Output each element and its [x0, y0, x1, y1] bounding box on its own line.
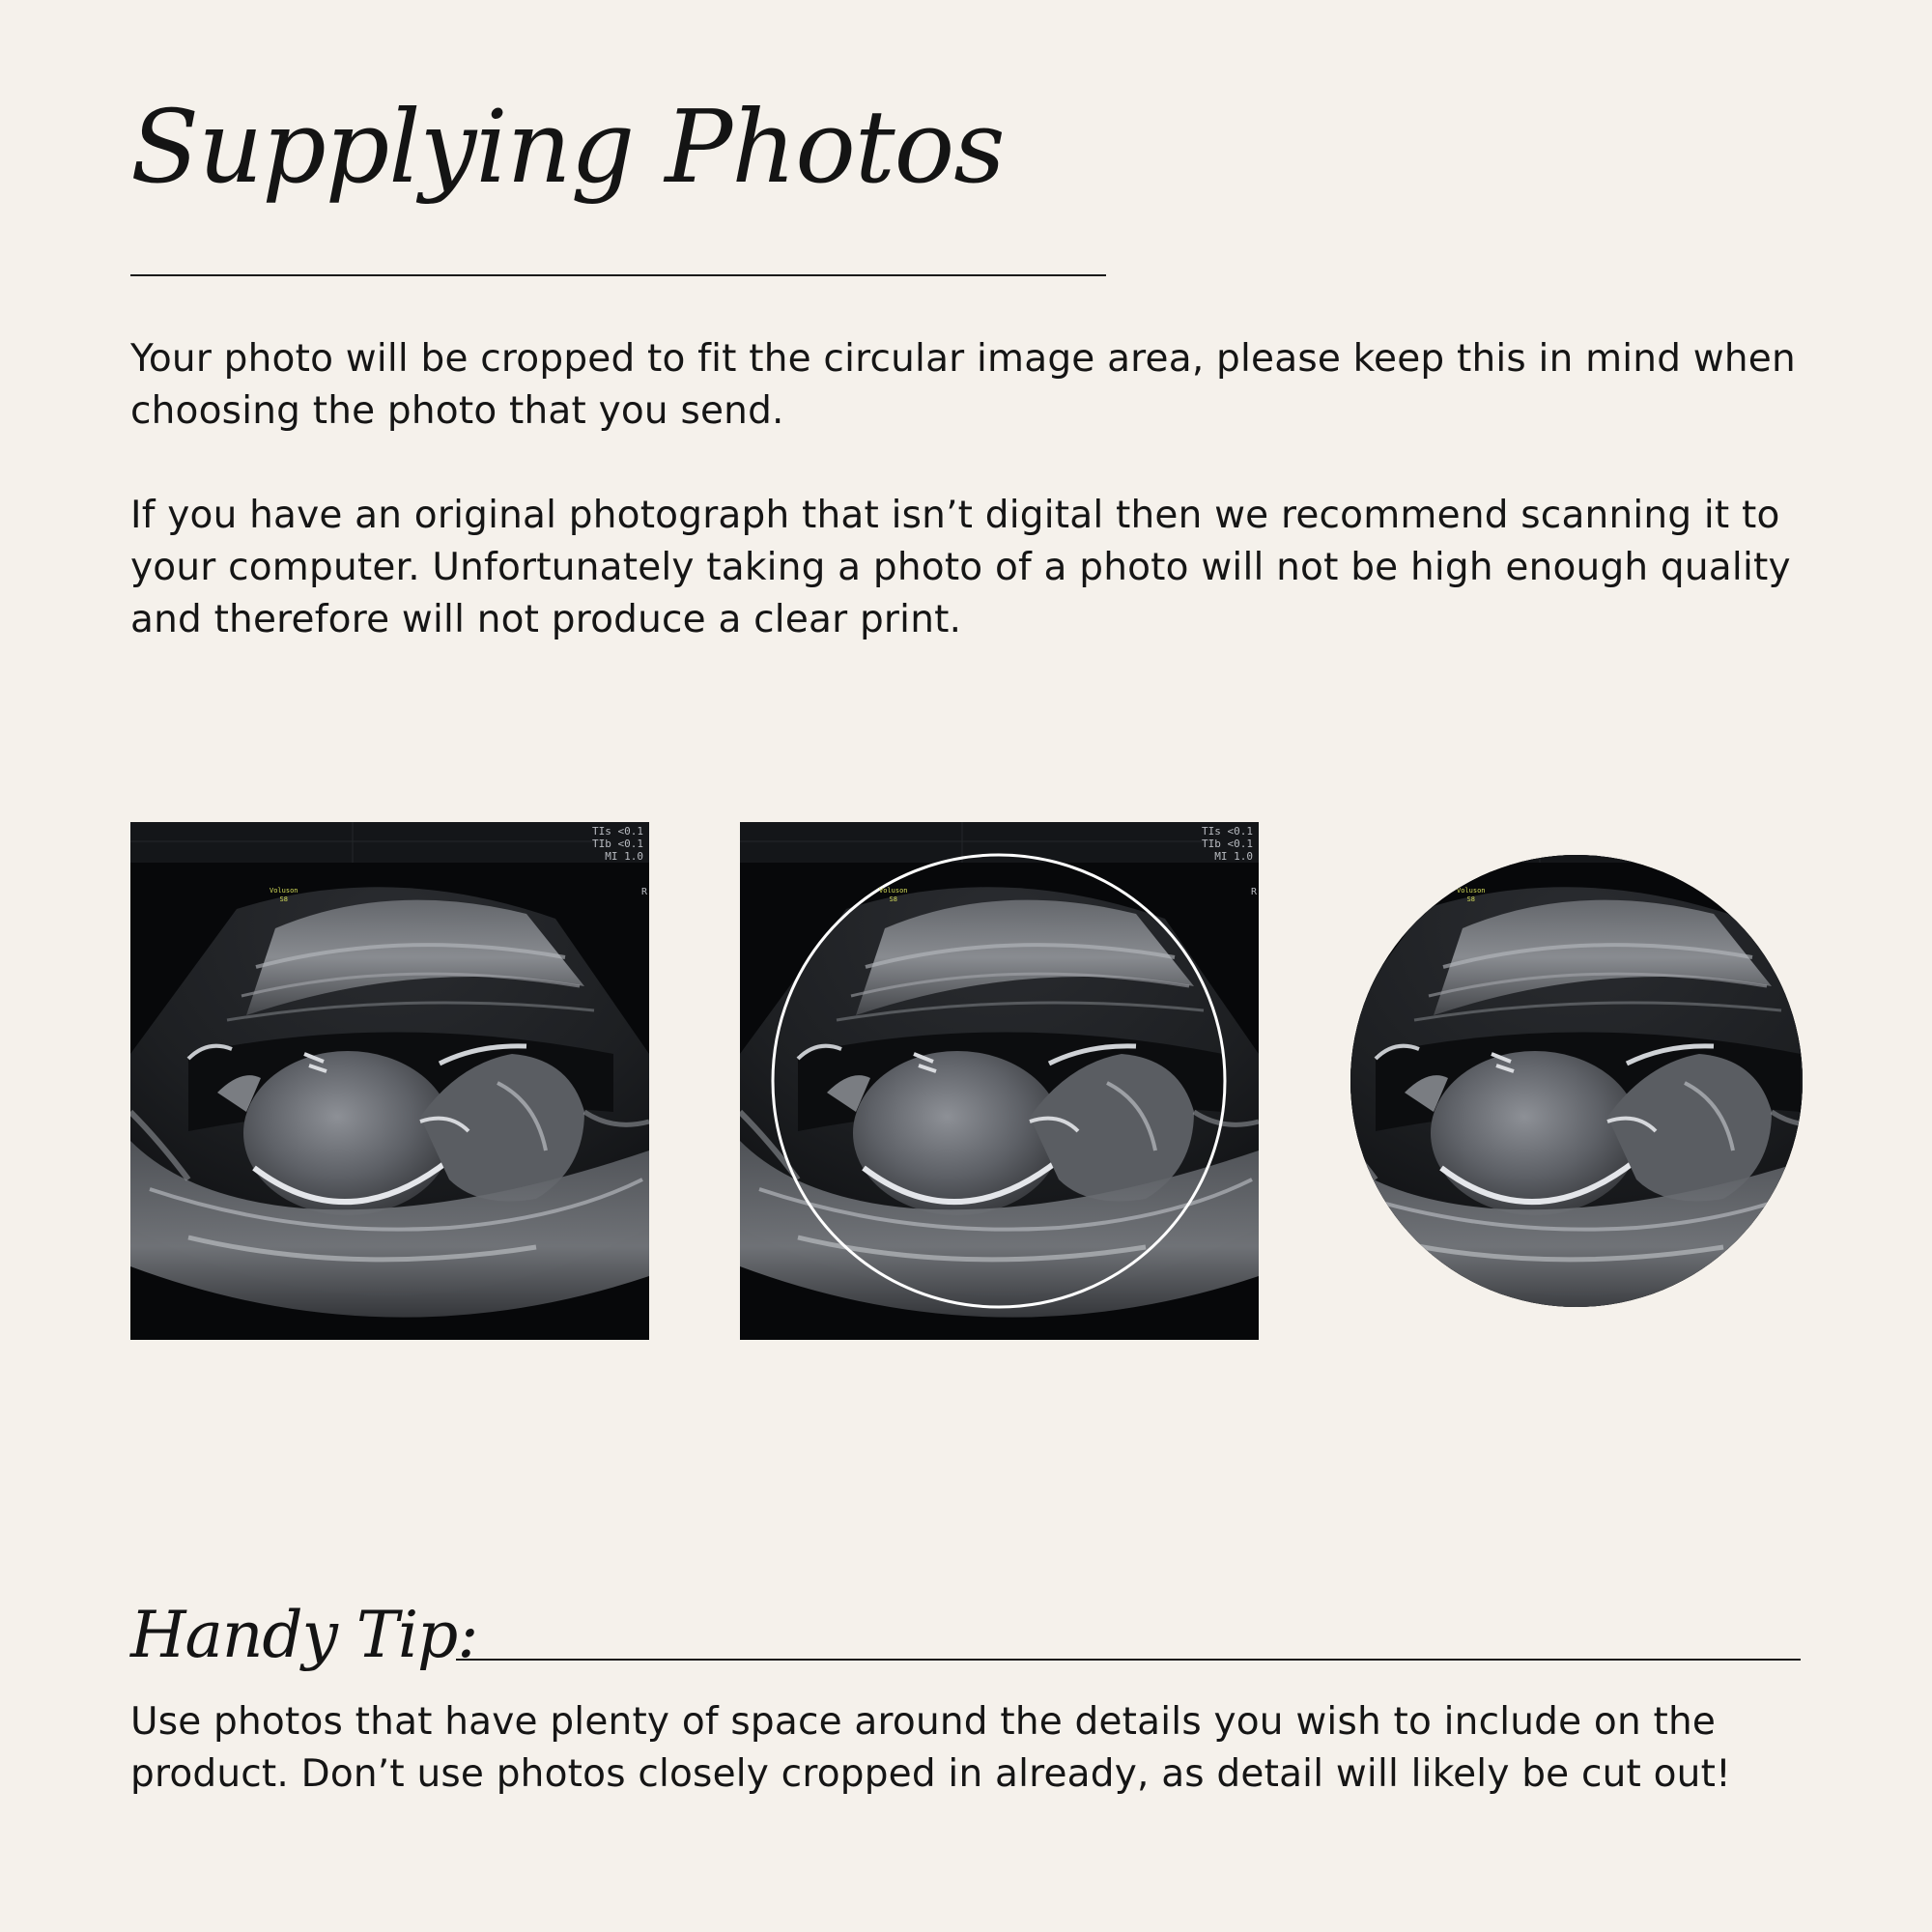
scan-readout-line: MI 1.0	[1214, 850, 1253, 863]
scan-device-label: Voluson	[270, 887, 298, 895]
original-ultrasound-photo	[130, 822, 649, 1340]
title-divider	[130, 274, 1106, 276]
scan-readout-line: TIb <0.1	[592, 838, 643, 850]
crop-guide-photo	[740, 822, 1259, 1340]
scan-side-marker: R	[1250, 887, 1257, 897]
scan-side-marker: R	[640, 887, 647, 897]
page-title: Supplying Photos	[130, 88, 1005, 206]
scan-readout-line: TIb <0.1	[1202, 838, 1253, 850]
handy-tip-text: Use photos that have plenty of space around the details you wish to include on the product. Don’t use photos closely cropped in already, as detail will likely be cut out!	[130, 1700, 1731, 1796]
handy-tip-divider	[456, 1659, 1801, 1661]
scan-device-code: S8	[1466, 895, 1475, 903]
scan-device-code: S8	[889, 895, 897, 903]
handy-tip-heading: Handy Tip:	[130, 1598, 478, 1672]
scan-readout-line: TIs <0.1	[1202, 825, 1253, 838]
scan-device-label: Voluson	[879, 887, 908, 895]
scan-device-label: Voluson	[1457, 887, 1486, 895]
scanning-advice-paragraph: If you have an original photograph that isn’t digital then we recommend scanning it to your computer. Unfortunately taking a photo of a photo will not be high enough quality and therefore will not produce a clear print.	[130, 494, 1791, 641]
scan-device-code: S8	[279, 895, 288, 903]
cropped-circular-result	[1350, 855, 1803, 1307]
crop-notice-paragraph: Your photo will be cropped to fit the circular image area, please keep this in mind when choosing the photo that you send.	[130, 337, 1796, 433]
scan-readout-line: TIs <0.1	[592, 825, 643, 838]
scan-readout-line: MI 1.0	[605, 850, 643, 863]
